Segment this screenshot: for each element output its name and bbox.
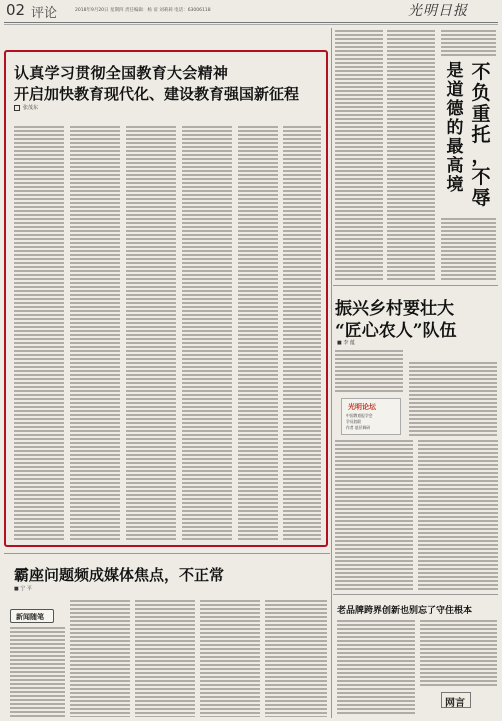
forum-line2: 学员院联 — [346, 419, 362, 424]
bottom-article-body-col2 — [70, 600, 130, 717]
main-article-title-line2[interactable]: 开启加快教育现代化、建设教育强国新征程 — [14, 85, 300, 103]
main-article-body-col4 — [182, 126, 232, 540]
forum-line3: 作者 基层调研 — [346, 425, 370, 430]
masthead-logo: 光明日报 — [408, 3, 468, 19]
side-title-char: 托 — [471, 124, 491, 146]
bottom-article-title[interactable]: 霸座问题频成媒体焦点，不正常 — [14, 566, 225, 584]
side-title-char: 不 — [471, 61, 491, 83]
side-article-body-right — [441, 30, 496, 58]
right-article-body-top — [409, 362, 497, 436]
side-title-char: 道 — [446, 80, 464, 100]
side-title-char: 是 — [446, 61, 464, 81]
main-article-title-line1[interactable]: 认真学习贯彻全国教育大会精神 — [14, 64, 229, 82]
page-number: 02 — [6, 1, 26, 19]
side-title-col2 — [445, 62, 465, 195]
side-article-body-col2 — [387, 30, 435, 280]
bottom-article-body-col1 — [10, 627, 65, 717]
side-title-char: ， — [471, 145, 491, 167]
side-title-char: 境 — [446, 175, 464, 195]
right-article-body-left — [335, 350, 403, 394]
news-essay-tag-label: 新闻随笔 — [16, 613, 44, 621]
bottom-article-body-col3 — [135, 600, 195, 717]
side-title-char: 辱 — [471, 187, 491, 209]
bottom-article-body-col4 — [200, 600, 260, 717]
right-article-title-line2[interactable]: “匠心农人”队伍 — [335, 321, 457, 341]
side-title-char: 负 — [471, 82, 491, 104]
side-title-col1 — [471, 62, 491, 209]
forum-line1: 中国教育报学会 — [346, 413, 373, 418]
news-essay-tag — [10, 609, 54, 623]
bottom-article-byline: ■ 宁 平 — [14, 586, 32, 592]
bottom-right-article-title[interactable]: 老品牌跨界创新也别忘了守住根本 — [337, 606, 473, 616]
section-divider-lower — [333, 594, 498, 595]
column-divider — [331, 28, 332, 718]
section-title: 评论 — [31, 6, 58, 21]
main-article-body-col5 — [238, 126, 278, 540]
main-article-body-col2 — [70, 126, 120, 540]
main-article-author: 张茂东 — [23, 105, 39, 111]
side-title-char: 高 — [446, 156, 464, 176]
bottom-right-body-col1 — [337, 620, 415, 716]
main-article-body-col3 — [126, 126, 176, 540]
right-article-title-line1[interactable]: 振兴乡村要壮大 — [335, 299, 454, 319]
bottom-article-body-col5 — [265, 600, 327, 717]
section-divider — [333, 285, 498, 286]
header-rule — [4, 22, 498, 23]
main-article-body-col1 — [14, 126, 64, 540]
main-article-byline — [14, 104, 38, 111]
bottom-right-body-col2 — [420, 620, 497, 686]
side-article-body-lower — [441, 218, 496, 280]
wangyan-badge — [441, 692, 471, 708]
header-meta: 2018年9月20日 星期四 责任编辑：杨 谊 刘莉莉 电话：63006118 — [75, 8, 211, 13]
wangyan-badge-label: 网言 — [445, 698, 465, 709]
side-title-char: 的 — [446, 118, 464, 138]
forum-title: 光明论坛 — [348, 402, 376, 411]
right-article-body-col2 — [418, 440, 498, 590]
header-rule-thin — [4, 24, 498, 25]
right-article-body-col1 — [335, 440, 413, 590]
side-title-char: 德 — [446, 99, 464, 119]
forum-badge — [341, 398, 401, 435]
side-title-char: 最 — [446, 137, 464, 157]
side-article-title[interactable] — [440, 62, 496, 212]
bottom-section-rule — [4, 553, 330, 554]
side-article-body-col1 — [335, 30, 383, 280]
right-article-byline: ■ 李 蕴 — [337, 340, 355, 346]
byline-square-icon — [14, 105, 20, 111]
side-title-char: 重 — [471, 103, 491, 125]
main-article-body-col6 — [283, 126, 321, 540]
side-title-char: 不 — [471, 166, 491, 188]
